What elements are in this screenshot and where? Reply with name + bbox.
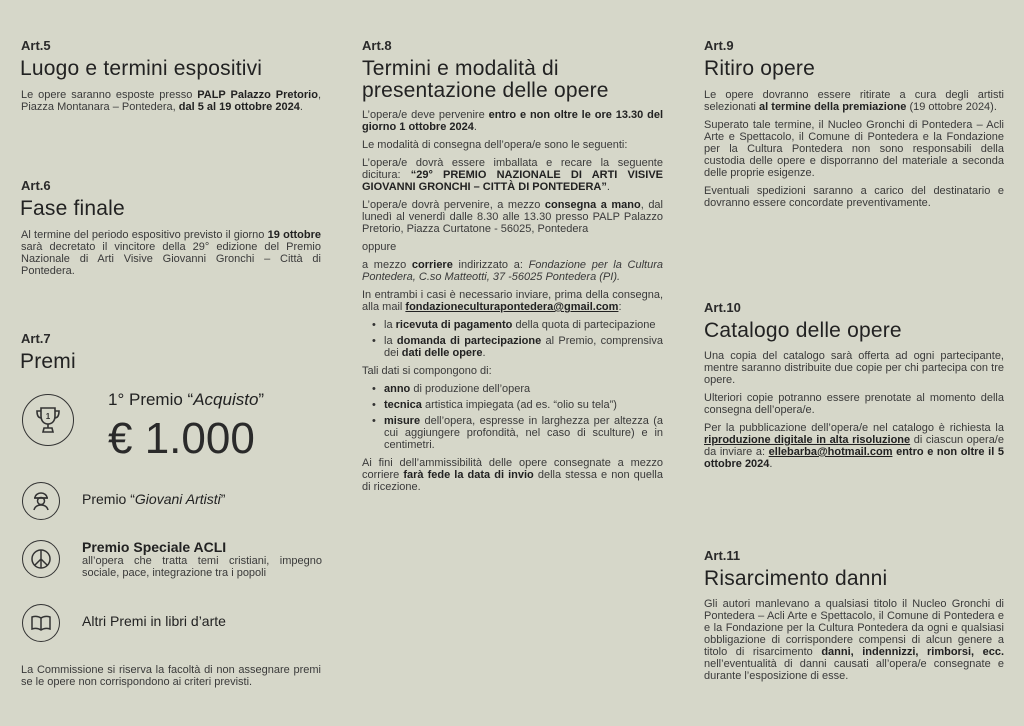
books-prize-label: Altri Premi in libri d’arte bbox=[82, 613, 226, 629]
art8-body: L’opera/e deve pervenire entro e non oltre le ore 13.30 del giorno 1 ottobre 2024. Le modalità di consegna dell’opera/e sono le seguenti: L’opera/e dovrà essere imballata e recare la seguente dicitura: “29° PREMIO NAZIONALE DI ARTI VISIVE GIOVANNI GRONCHI – CITTÀ DI PONTEDERA”. L’opera/e dovrà pervenire, a mezzo consegna a mano, dal lunedì al venerdì dalle 8.30 alle 13.30 presso PALP Palazzo Pretorio, Piazza Curtatone - 56025, Pontedera oppure a mezzo corriere indirizzato a: Fondazione per la Cultura Pontedera, C.so Matteotti, 37 -56025 Pontedera (PI). In entrambi i casi è necessario inviare, prima della consegna, alla mail fondazioneculturapontedera@gmail.com: • la ricevuta di pagamento della quota di partecipazione • la domanda di partecipazione al Premio, comprensiva dei dati delle opere. Tali dati si compongono di: • anno di produzione dell’opera • tecnica artistica impiegata (ad es. “olio su tela”) • misure dell’opera, espresse in larghezza per altezza (a cui aggiungere profondità, nel caso di sculture) e in centimetri. Ai fini dell’ammissibilità delle opere consegnate a mezzo corriere farà fede la data di invio della stessa e non quella di ricezione. bbox=[362, 109, 663, 493]
art11-body: Gli autori manlevano a qualsiasi titolo il Nucleo Gronchi di Pontedera – Acli Arte e Spettacolo, il Comune di Pontedera e e la Fondazione per la Cultura Pontedera da ogni e qualsiasi obbligazione di corrispondere compensi di alcun genere a titolo di risarcimento danni, indennizzi, rimborsi, ecc. nell’eventualità di danni causati all’opera/e consegnate e durante l’esposizione di esse. bbox=[704, 598, 1004, 682]
foundation-email-link[interactable]: fondazioneculturapontedera@gmail.com bbox=[405, 301, 619, 313]
book-icon bbox=[22, 604, 60, 642]
art9-title: Ritiro opere bbox=[704, 57, 815, 80]
art9-number: Art.9 bbox=[704, 38, 734, 53]
peace-icon bbox=[22, 540, 60, 578]
art8-number: Art.8 bbox=[362, 38, 392, 53]
young-prize-label: Premio “Giovani Artisti” bbox=[82, 491, 226, 507]
art7-note: La Commissione si riserva la facoltà di non assegnare premi se le opere non corrispondono ai criteri previsti. bbox=[21, 664, 321, 688]
young-artist-icon bbox=[22, 482, 60, 520]
art6-number: Art.6 bbox=[21, 178, 51, 193]
art11-number: Art.11 bbox=[704, 548, 741, 563]
first-prize-label: 1° Premio “Acquisto” bbox=[108, 390, 265, 409]
svg-text:1: 1 bbox=[45, 412, 51, 421]
list-item: • tecnica artistica impiegata (ad es. “olio su tela”) bbox=[362, 399, 663, 411]
art7-title: Premi bbox=[20, 350, 76, 373]
art5-text: Le opere saranno esposte presso PALP Palazzo Pretorio, Piazza Montanara – Pontedera, dal 5 al 19 ottobre 2024. bbox=[21, 89, 321, 113]
art7-number: Art.7 bbox=[21, 331, 51, 346]
art8-title: Termini e modalità di presentazione delle opere bbox=[362, 57, 609, 102]
acli-prize-title: Premio Speciale ACLI bbox=[82, 539, 227, 555]
art10-number: Art.10 bbox=[704, 300, 741, 315]
first-prize-amount: € 1.000 bbox=[108, 414, 255, 463]
art10-title: Catalogo delle opere bbox=[704, 319, 902, 342]
list-item: • la ricevuta di pagamento della quota di partecipazione bbox=[362, 319, 663, 331]
trophy-icon bbox=[22, 394, 74, 446]
art5-number: Art.5 bbox=[21, 38, 51, 53]
art9-body: Le opere dovranno essere ritirate a cura degli artisti selezionati al termine della premiazione (19 ottobre 2024). Superato tale termine, il Nucleo Gronchi di Pontedera – Acli Arte e Spettacolo, il Comune di Pontedera e la Fondazione per la Cultura Pontedera non sono responsabili della custodia delle opere e disporranno del materiale a seconda delle proprie esigenze. Eventuali spedizioni saranno a carico del destinatario e dovranno essere concordate preventivamente. bbox=[704, 89, 1004, 209]
art10-body: Una copia del catalogo sarà offerta ad ogni partecipante, mentre saranno distribuite due copie per chi partecipa con tre opere. Ulteriori copie potranno essere prenotate al momento della consegna dell’opera/e. Per la pubblicazione dell’opera/e nel catalogo è richiesta la riproduzione digitale in alta risoluzione di ciascun opera/e da inviare a: ellebarba@hotmail.com entro e non oltre il 5 ottobre 2024. bbox=[704, 350, 1004, 470]
art5-title: Luogo e termini espositivi bbox=[20, 57, 263, 80]
art11-title: Risarcimento danni bbox=[704, 567, 888, 590]
list-item: • misure dell’opera, espresse in larghezza per altezza (a cui aggiungere profondità, nel caso di sculture) e in centimetri. bbox=[362, 415, 663, 451]
list-item: • anno di produzione dell’opera bbox=[362, 383, 663, 395]
acli-prize-desc: all’opera che tratta temi cristiani, impegno sociale, pace, integrazione tra i popoli bbox=[82, 555, 322, 579]
art6-title: Fase finale bbox=[20, 197, 125, 220]
list-item: • la domanda di partecipazione al Premio, comprensiva dei dati delle opere. bbox=[362, 335, 663, 359]
catalog-email-link[interactable]: ellebarba@hotmail.com bbox=[768, 446, 893, 458]
art6-text: Al termine del periodo espositivo previsto il giorno 19 ottobre sarà decretato il vincitore della 29° edizione del Premio Nazionale di Arti Visive Giovanni Gronchi – Città di Pontedera. bbox=[21, 229, 321, 277]
